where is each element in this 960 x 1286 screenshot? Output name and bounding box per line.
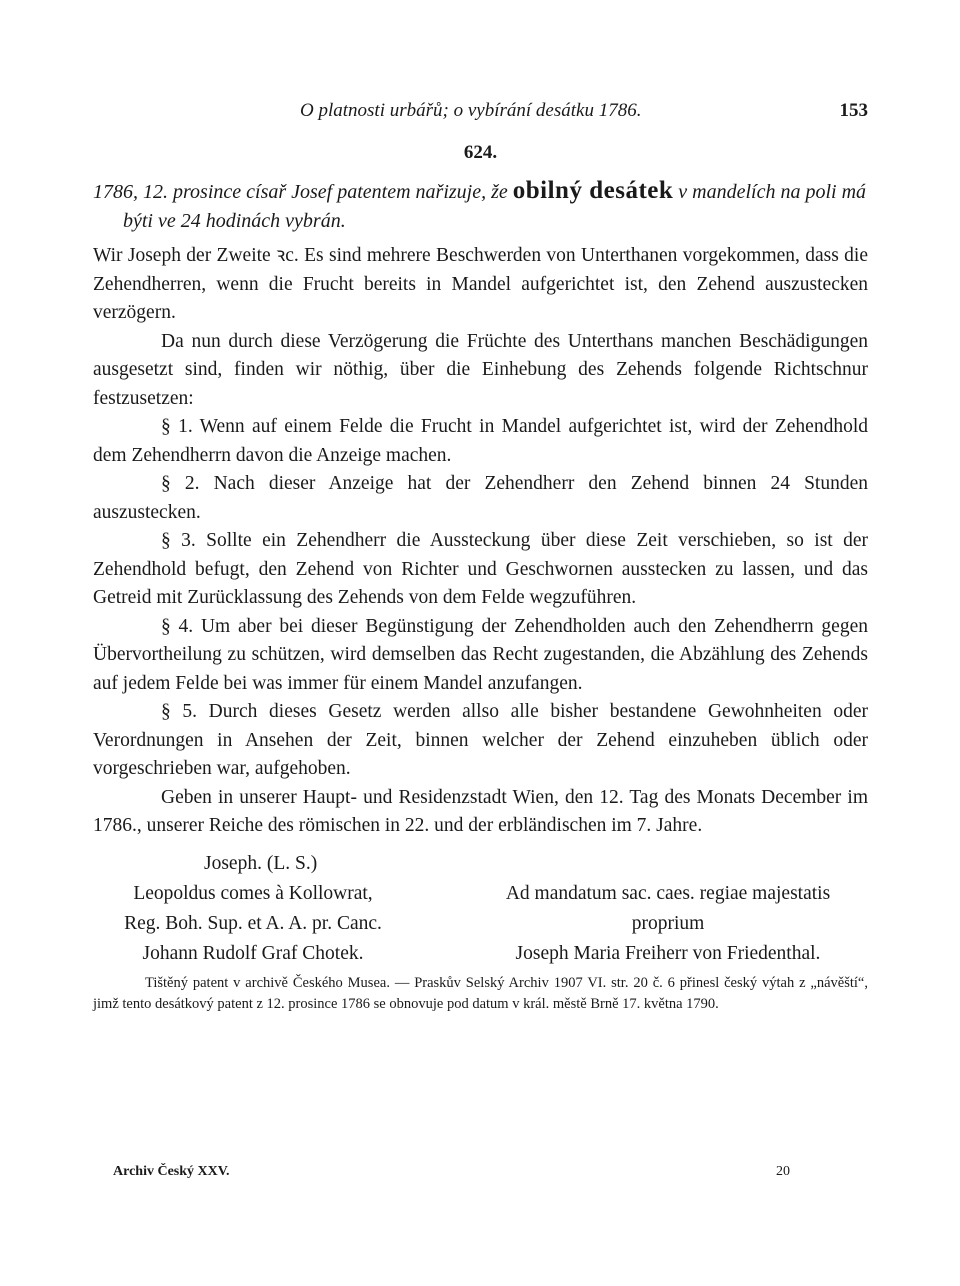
signature-left-2: Reg. Boh. Sup. et A. A. pr. Canc. [124, 912, 382, 934]
document-summary [93, 176, 868, 236]
signature-right-2: proprium [631, 912, 705, 934]
running-head [93, 96, 868, 126]
signature-left-1: Leopoldus comes à Kollowrat, [133, 882, 373, 904]
paragraph-section-1: § 1. Wenn auf einem Felde die Frucht in Mandel aufgerichtet ist, wird der Zehendhold dem Zehendherrn davon die Anzeige machen. [93, 416, 868, 466]
summary-keyword: obilný desátek [512, 177, 674, 204]
footer-volume: Archiv Český XXV. [113, 1164, 230, 1179]
footnote [93, 973, 868, 1015]
paragraph-given: Geben in unserer Haupt- und Residenzstadt Wien, den 12. Tag des Monats December im 1786., unserer Reiche des römischen in 22. und der erbländischen im 7. Jahre. [93, 786, 868, 836]
summary-lead: 1786, 12. prosince císař Josef patentem nařizuje, že [93, 181, 513, 203]
paragraph-section-5: § 5. Durch dieses Gesetz werden allso alle bisher bestandene Gewohnheiten oder Verordnungen in Ansehen der Zeit, binnen welcher der Zehend einzuheben üblich oder vorgeschrieben war, aufgehoben. [93, 701, 868, 779]
paragraph-section-3: § 3. Sollte ein Zehendherr die Aussteckung über diese Zeit verschieben, so ist der Zehendhold befugt, den Zehend von Richter und Geschwornen ausstecken zu lassen, und das Getreid mit Zurücklassung des Zehends von dem Felde wegzuführen. [93, 530, 868, 608]
body-text [93, 242, 868, 841]
paragraph-section-2: § 2. Nach dieser Anzeige hat der Zehendherr den Zehend binnen 24 Stunden auszustecken. [93, 473, 868, 523]
paragraph-section-4: § 4. Um aber bei dieser Begünstigung der Zehendholden auch den Zehendherrn gegen Übervortheilung zu schützen, wird demselben das Recht zugestanden, die Abzählung des Zehends auf jedem Felde bei was immer für einem Mandel anzufangen. [93, 615, 868, 694]
paragraph-reason: Da nun durch diese Verzögerung die Früchte des Unterthans manchen Beschädigungen ausgesetzt sind, finden wir nöthig, über die Einhebung des Zehends folgende Richtschnur festzusetzen: [93, 330, 868, 409]
signature-right-1: Ad mandatum sac. caes. regiae majestatis [505, 882, 831, 904]
document-page [93, 96, 868, 1015]
running-title: O platnosti urbářů; o vybírání desátku 1786. [300, 100, 642, 121]
document-number: 624. [463, 142, 498, 163]
page-number: 153 [839, 100, 868, 121]
signature-right-3: Joseph Maria Freiherr von Friedenthal. [515, 942, 821, 964]
paragraph-intro: Wir Joseph der Zweite ꝛc. Es sind mehrere Beschwerden von Unterthanen vorgekommen, dass die Zehendherren, wenn die Frucht bereits in Mandel aufgerichtet ist, den Zehend auszustecken verzögern. [93, 245, 868, 323]
signature-left-3: Johann Rudolf Graf Chotek. [142, 942, 364, 964]
signature-emperor: Joseph. (L. S.) [204, 852, 318, 874]
footnote-text: Tištěný patent v archivě Českého Musea. — Praskův Selský Archiv 1907 VI. str. 20 č. 6 přinesl český výtah z „návěští“, jimž tento desátkový patent z 12. prosince 1786 se obnovuje pod datum v král. městě Brně 17. května 1790. [93, 974, 868, 1012]
footer-sheet-number: 20 [776, 1164, 790, 1179]
signature-block [93, 845, 868, 973]
summary-rest: v mandelích na poli má býti ve 24 hodinách vybrán. [123, 181, 867, 232]
